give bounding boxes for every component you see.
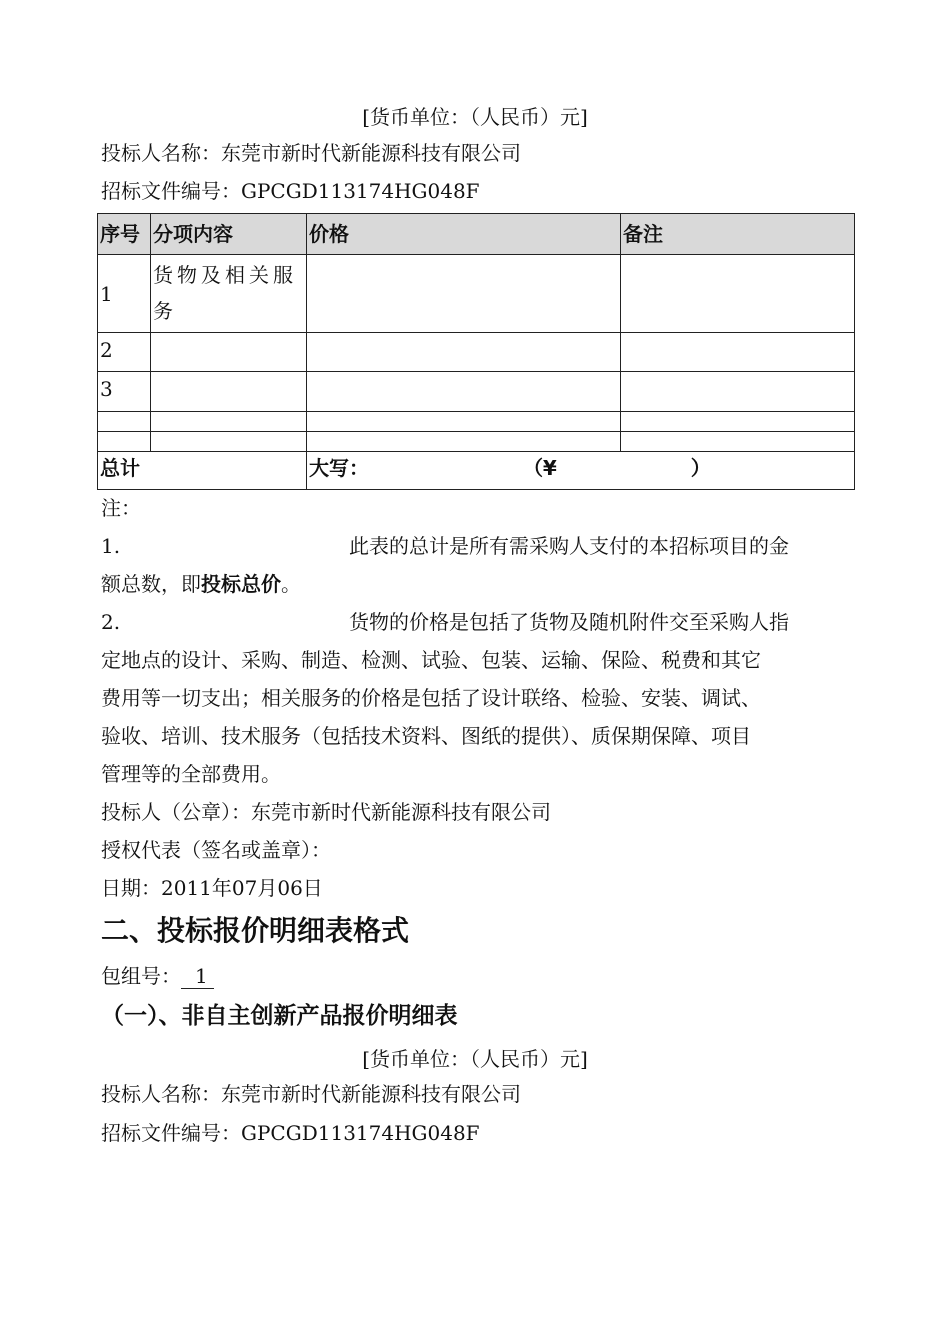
table-row (98, 255, 855, 333)
price-summary-table (97, 213, 855, 490)
note-2-text: 货物的价格是包括了货物及随机附件交至采购人指 (349, 610, 789, 634)
section-heading: 二、投标报价明细表格式 (101, 914, 410, 947)
bidder-name-2: 投标人名称：东莞市新时代新能源科技有限公司 (101, 1082, 521, 1106)
total-label: 总计 (98, 452, 307, 490)
table-row (98, 333, 855, 372)
note-2-line: 管理等的全部费用。 (101, 762, 281, 786)
table-row (98, 412, 855, 432)
row-no: 3 (98, 372, 151, 412)
row-price (307, 255, 621, 333)
signature-date: 日期：2011年07月06日 (101, 876, 323, 900)
header-remarks: 备注 (621, 214, 855, 255)
table-header-row (98, 214, 855, 255)
bidder-seal: 投标人（公章）：东莞市新时代新能源科技有限公司 (101, 800, 551, 824)
note-1-number: 1. (101, 534, 121, 558)
total-amount (307, 452, 855, 490)
row-remarks (621, 255, 855, 333)
capital-label: 大写： (309, 456, 369, 480)
package-value: 1 (181, 964, 214, 989)
note-2-line: 费用等一切支出；相关服务的价格是包括了设计联络、检验、安装、调试、 (101, 686, 761, 710)
note-1-text: 此表的总计是所有需采购人支付的本招标项目的金 (349, 534, 789, 558)
row-no: 2 (98, 333, 151, 372)
sub-heading: （一）、非自主创新产品报价明细表 (101, 1003, 458, 1029)
row-price (307, 333, 621, 372)
tender-number: 招标文件编号：GPCGD113174HG048F (101, 179, 480, 203)
currency-unit: [货币单位：（人民币）元] (362, 105, 588, 129)
note-2-line: 定地点的设计、采购、制造、检测、试验、包装、运输、保险、税费和其它 (101, 648, 761, 672)
package-label: 包组号： (101, 964, 181, 988)
note-2-number: 2. (101, 610, 121, 634)
row-item (151, 372, 307, 412)
bid-total-price-emphasis: 投标总价 (201, 572, 281, 596)
row-remarks (621, 333, 855, 372)
bidder-name: 投标人名称：东莞市新时代新能源科技有限公司 (101, 141, 521, 165)
yen-close: ） (690, 456, 711, 480)
row-item: 货物及相关服务 (151, 255, 307, 333)
table-row (98, 372, 855, 412)
total-row (98, 452, 855, 490)
row-item (151, 333, 307, 372)
tender-number-2: 招标文件编号：GPCGD113174HG048F (101, 1121, 480, 1145)
row-no: 1 (98, 255, 151, 333)
yen-open: （¥ (522, 456, 557, 480)
note-2-line: 验收、培训、技术服务（包括技术资料、图纸的提供）、质保期保障、项目 (101, 724, 751, 748)
row-price (307, 372, 621, 412)
table-row (98, 432, 855, 452)
notes-title: 注： (101, 496, 141, 520)
header-no: 序号 (98, 214, 151, 255)
header-item: 分项内容 (151, 214, 307, 255)
package-group (101, 963, 214, 989)
row-remarks (621, 372, 855, 412)
authorized-representative: 授权代表（签名或盖章）： (101, 838, 331, 862)
note-1-continuation: 额总数，即投标总价。 (101, 572, 301, 596)
header-price: 价格 (307, 214, 621, 255)
currency-unit-2: [货币单位：（人民币）元] (362, 1047, 588, 1071)
